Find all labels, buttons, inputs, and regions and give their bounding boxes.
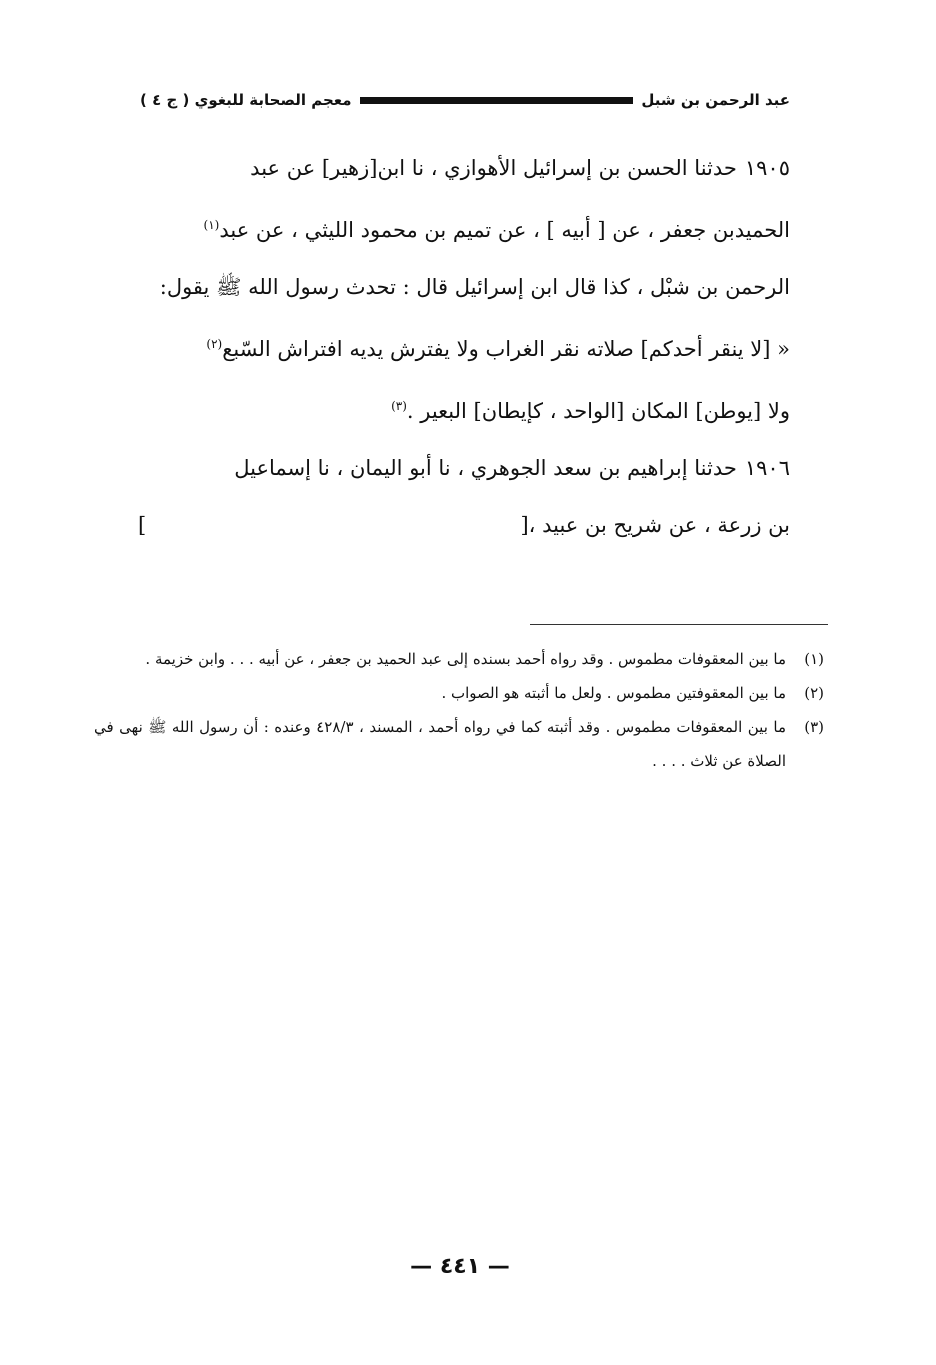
text-line: حدثنا الحسن بن إسرائيل الأهوازي ، نا ابن[زهير] عن عبد bbox=[250, 156, 737, 180]
text-line: ولا [يوطن] المكان [الواحد ، كإيطان] البعير . bbox=[406, 399, 790, 423]
text-line: « [لا ينقر أحدكم] صلاته نقر الغراب ولا يفترش يديه افتراش السّبع bbox=[222, 337, 790, 361]
main-text bbox=[138, 140, 790, 554]
footnote-text: ما بين المعقوفات مطموس . وقد أثبته كما في رواه أحمد ، المسند ، ٤٢٨/٣ وعنده : أن رسول الله ﷺ نهى في الصلاة عن ثلاث . . . . bbox=[94, 718, 786, 770]
footnote-ref[interactable]: (١) bbox=[203, 218, 220, 232]
footnote-number: (٢) bbox=[804, 684, 824, 702]
footnote-text: ما بين المعقوفات مطموس . وقد رواه أحمد بسنده إلى عبد الحميد بن جعفر ، عن أبيه . . . وابن خزيمة . bbox=[145, 650, 786, 668]
footnote-1 bbox=[94, 642, 824, 676]
footnote-number: (٣) bbox=[804, 718, 824, 736]
footnote-ref[interactable]: (٢) bbox=[206, 337, 223, 351]
hadith-1905-line-2 bbox=[138, 197, 790, 259]
hadith-1905-line-3 bbox=[138, 259, 790, 316]
footnote-2 bbox=[94, 676, 824, 710]
hadith-1905-line-1 bbox=[138, 140, 790, 197]
hadith-number: ١٩٠٥ bbox=[744, 156, 790, 180]
hadith-1906-line-2 bbox=[138, 497, 790, 554]
hadith-number: ١٩٠٦ bbox=[744, 456, 790, 480]
hadith-1905-line-4 bbox=[138, 316, 790, 378]
page-number: — ٤٤١ — bbox=[410, 1254, 510, 1279]
bracket-open: [ bbox=[520, 513, 529, 537]
footnote-separator bbox=[530, 624, 828, 625]
text-line: الرحمن بن شبْل ، كذا قال ابن إسرائيل قال : تحدث رسول الله ﷺ يقول: bbox=[159, 275, 790, 299]
footnotes bbox=[94, 642, 824, 778]
hadith-1906-line-1 bbox=[138, 440, 790, 497]
footnote-number: (١) bbox=[804, 650, 824, 668]
footnote-text: ما بين المعقوفتين مطموس . ولعل ما أثبته هو الصواب . bbox=[441, 684, 786, 702]
header-chapter-title: عبد الرحمن بن شبل bbox=[641, 91, 790, 109]
header-book-title: معجم الصحابة للبغوي ( ج ٤ ) bbox=[140, 91, 352, 109]
bracket-close: ] bbox=[138, 513, 147, 537]
running-header bbox=[140, 86, 790, 114]
text-line: بن زرعة ، عن شريح بن عبيد ، bbox=[528, 513, 790, 537]
footnote-ref[interactable]: (٣) bbox=[391, 399, 407, 413]
footnote-3 bbox=[94, 710, 824, 778]
text-line: حدثنا إبراهيم بن سعد الجوهري ، نا أبو اليمان ، نا إسماعيل bbox=[234, 456, 737, 480]
header-rule bbox=[360, 97, 634, 104]
hadith-1905-line-5 bbox=[138, 378, 790, 440]
text-line: الحميدبن جعفر ، عن [ أبيه ] ، عن تميم بن محمود الليثي ، عن عبد bbox=[219, 218, 790, 242]
